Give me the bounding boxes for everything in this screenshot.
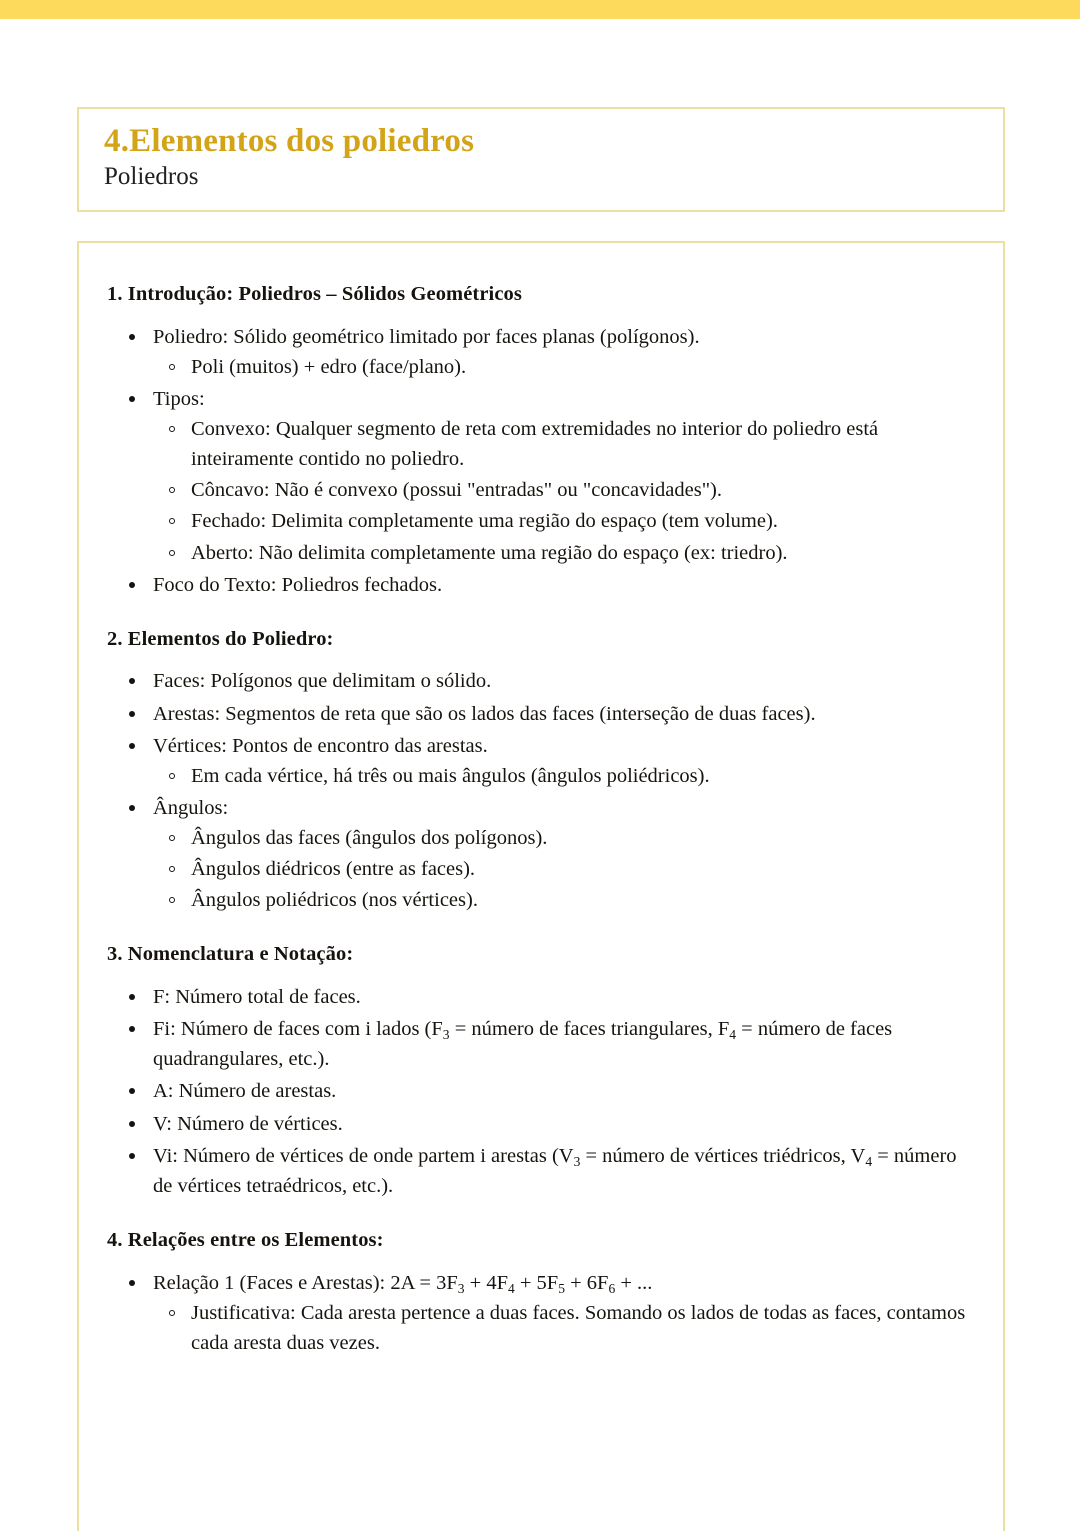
bullet-disc-icon bbox=[129, 711, 135, 717]
bullet-disc-icon bbox=[129, 1280, 135, 1286]
list-item-text: V: Número de vértices. bbox=[153, 1112, 343, 1135]
section-heading: 2. Elementos do Poliedro: bbox=[107, 627, 334, 650]
bullet-disc-icon bbox=[129, 743, 135, 749]
section-heading: 3. Nomenclatura e Notação: bbox=[107, 943, 354, 966]
sub-list-item bbox=[153, 352, 973, 382]
list-item bbox=[107, 1141, 973, 1201]
sub-list-item bbox=[153, 823, 973, 853]
sub-list-item bbox=[153, 761, 973, 791]
list-item-text: Côncavo: Não é convexo (possui "entradas" ou "concavidades"). bbox=[191, 479, 723, 502]
list-item-text: Aberto: Não delimita completamente uma região do espaço (ex: triedro). bbox=[191, 541, 788, 564]
sub-list-item bbox=[153, 885, 973, 915]
list-item bbox=[107, 699, 973, 729]
bullet-disc-icon bbox=[129, 582, 135, 588]
list-item-text: Fi: Número de faces com i lados ($F_3$ = número de faces triangulares, $F_4$ = número de faces quadrangulares, etc.). bbox=[153, 1018, 893, 1071]
list-item bbox=[107, 1076, 973, 1106]
document-header-box bbox=[77, 107, 1005, 212]
sub-list-item bbox=[153, 854, 973, 884]
section-heading: 4. Relações entre os Elementos: bbox=[107, 1228, 384, 1251]
bullet-disc-icon bbox=[129, 678, 135, 684]
list-item bbox=[107, 384, 973, 568]
list-item-text: Poli (muitos) + edro (face/plano). bbox=[191, 355, 467, 378]
sub-list-item bbox=[153, 506, 973, 536]
page-title: 4.Elementos dos poliedros bbox=[104, 123, 475, 159]
sub-list bbox=[153, 352, 973, 382]
bullet-disc-icon bbox=[129, 1026, 135, 1032]
list-item-text: Justificativa: Cada aresta pertence a duas faces. Somando os lados de todas as faces, contamos cada aresta duas vezes. bbox=[191, 1301, 966, 1354]
list-item bbox=[107, 570, 973, 600]
top-accent-band bbox=[0, 0, 1080, 19]
bullet-disc-icon bbox=[129, 805, 135, 811]
list-item bbox=[107, 1014, 973, 1074]
list-item bbox=[107, 322, 973, 382]
bullet-circle-icon bbox=[169, 1310, 175, 1316]
sub-list-item bbox=[153, 475, 973, 505]
list-item bbox=[107, 1109, 973, 1139]
bullet-disc-icon bbox=[129, 396, 135, 402]
document-content bbox=[79, 243, 1003, 1358]
sub-list-item bbox=[153, 538, 973, 568]
list-item bbox=[107, 1268, 973, 1358]
bullet-circle-icon bbox=[169, 364, 175, 370]
sub-list bbox=[153, 823, 973, 915]
list-item bbox=[107, 793, 973, 916]
section-heading: 1. Introdução: Poliedros – Sólidos Geométricos bbox=[107, 283, 522, 305]
bullet-circle-icon bbox=[169, 773, 175, 779]
bullet-circle-icon bbox=[169, 426, 175, 432]
page-subtitle: Poliedros bbox=[104, 162, 199, 190]
list-item-text: Ângulos poliédricos (nos vértices). bbox=[191, 889, 478, 912]
list-item-text: Faces: Polígonos que delimitam o sólido. bbox=[153, 670, 492, 693]
sub-list-item bbox=[153, 414, 973, 474]
document-content-box bbox=[77, 241, 1005, 1531]
bullet-circle-icon bbox=[169, 518, 175, 524]
list-item-text: Tipos: bbox=[153, 387, 205, 410]
list-item-text: Convexo: Qualquer segmento de reta com extremidades no interior do poliedro está inteiramente contido no poliedro. bbox=[191, 418, 879, 471]
list-item-text: Ângulos das faces (ângulos dos polígonos). bbox=[191, 827, 548, 850]
section-list bbox=[107, 666, 973, 915]
list-item-text: Relação 1 (Faces e Arestas): $2A = 3F_3 + 4F_4 + 5F_5 + 6F_6$ + ... bbox=[153, 1271, 653, 1296]
list-item-text: Vi: Número de vértices de onde partem i arestas ($V_3$ = número de vértices triédricos, $V_4$ = número de vértices tetraédricos, etc.). bbox=[153, 1144, 957, 1197]
section-list bbox=[107, 1268, 973, 1358]
section-list bbox=[107, 982, 973, 1201]
bullet-disc-icon bbox=[129, 1153, 135, 1159]
sub-list bbox=[153, 414, 973, 568]
sub-list bbox=[153, 1298, 973, 1358]
bullet-circle-icon bbox=[169, 550, 175, 556]
list-item-text: Fechado: Delimita completamente uma região do espaço (tem volume). bbox=[191, 510, 778, 533]
list-item-text: Ângulos diédricos (entre as faces). bbox=[191, 858, 476, 881]
list-item bbox=[107, 666, 973, 696]
list-item-text: Vértices: Pontos de encontro das arestas. bbox=[153, 734, 488, 757]
bullet-circle-icon bbox=[169, 487, 175, 493]
list-item-text: Poliedro: Sólido geométrico limitado por faces planas (polígonos). bbox=[153, 325, 700, 348]
list-item-text: Foco do Texto: Poliedros fechados. bbox=[153, 573, 443, 596]
list-item bbox=[107, 982, 973, 1012]
bullet-disc-icon bbox=[129, 1088, 135, 1094]
content-section bbox=[107, 281, 973, 600]
section-list bbox=[107, 322, 973, 600]
list-item-text: F: Número total de faces. bbox=[153, 986, 361, 1009]
bullet-circle-icon bbox=[169, 866, 175, 872]
bullet-circle-icon bbox=[169, 835, 175, 841]
document-header-inner bbox=[79, 109, 1003, 192]
sub-list-item bbox=[153, 1298, 973, 1358]
bullet-disc-icon bbox=[129, 334, 135, 340]
bullet-circle-icon bbox=[169, 897, 175, 903]
sub-list bbox=[153, 761, 973, 791]
bullet-disc-icon bbox=[129, 1121, 135, 1127]
list-item-text: Arestas: Segmentos de reta que são os lados das faces (interseção de duas faces). bbox=[153, 702, 816, 725]
list-item-text: Ângulos: bbox=[153, 796, 229, 819]
content-section bbox=[107, 626, 973, 916]
list-item-text: A: Número de arestas. bbox=[153, 1080, 337, 1103]
list-item-text: Em cada vértice, há três ou mais ângulos (ângulos poliédricos). bbox=[191, 764, 710, 787]
list-item bbox=[107, 731, 973, 791]
content-section bbox=[107, 1227, 973, 1358]
bullet-disc-icon bbox=[129, 994, 135, 1000]
content-section bbox=[107, 941, 973, 1201]
